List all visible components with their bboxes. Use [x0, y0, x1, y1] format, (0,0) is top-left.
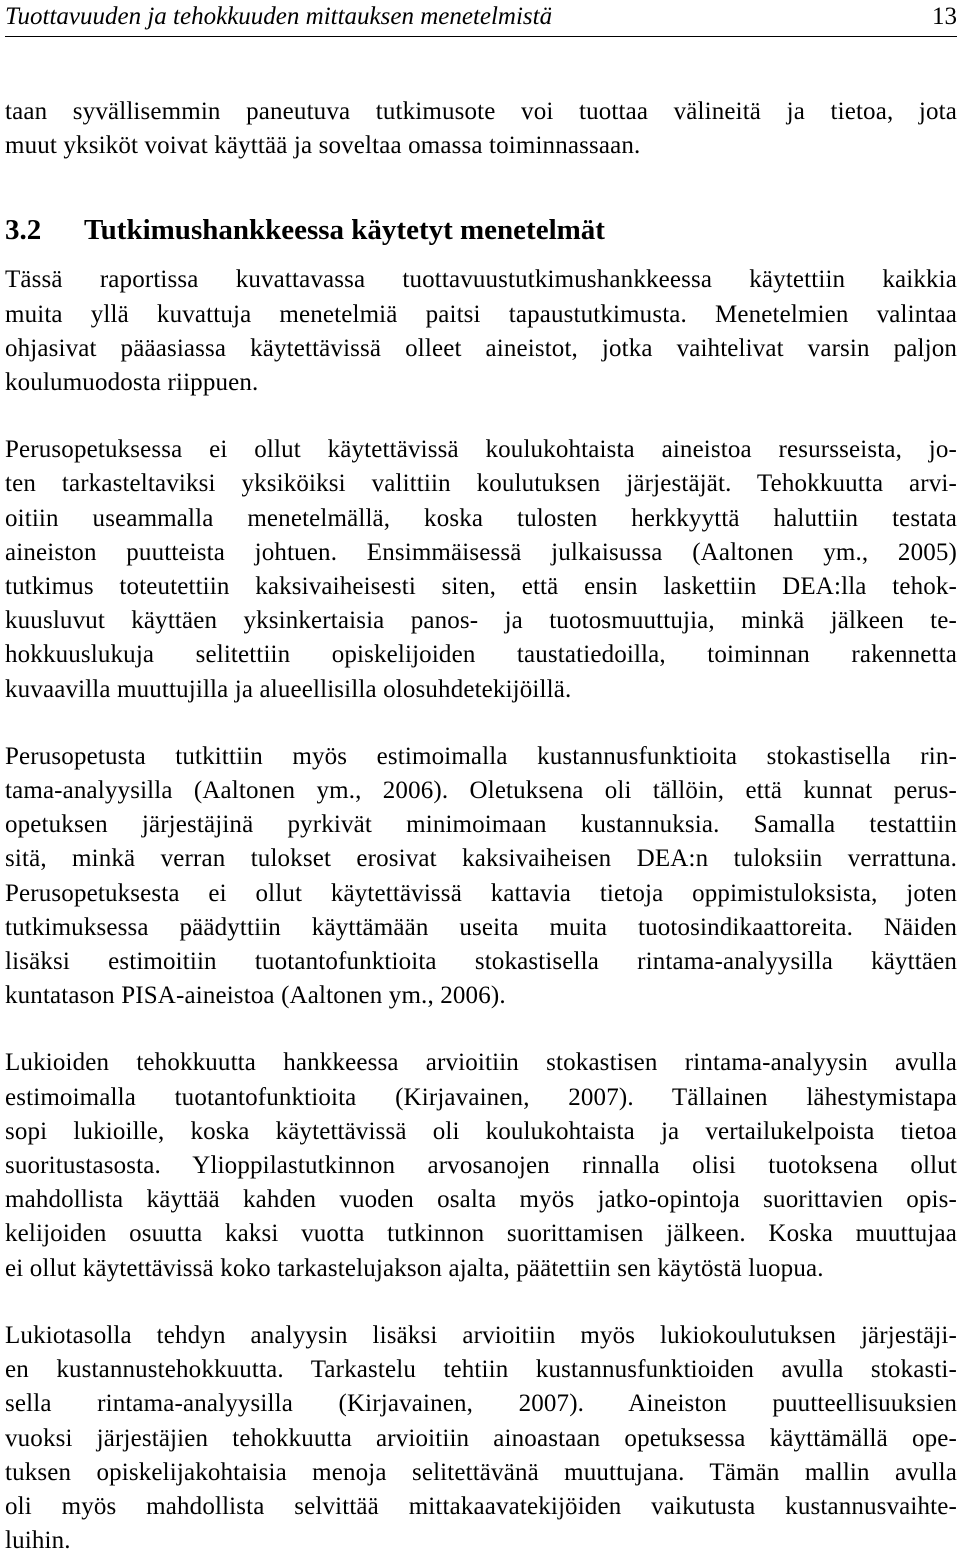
running-header: [5, 0, 957, 37]
text-line: oli myös mahdollista selvittää mittakaavatekijöiden vaikutusta kustannusvaihte-: [5, 1492, 957, 1520]
text-line: ohjasivat pääasiassa käytettävissä olleet aineistot, jotka vaihtelivat varsin paljon: [5, 334, 957, 362]
text-line: vuoksi järjestäjien tehokkuutta arvioitiin ainoastaan opetuksessa käyttämällä ope-: [5, 1424, 957, 1452]
document-page: [5, 0, 957, 1558]
text-line: ei ollut käytettävissä koko tarkastelujakson ajalta, päätettiin sen käytöstä luopua.: [5, 1254, 824, 1282]
section-heading: [5, 213, 957, 247]
text-line: suoritustasosta. Ylioppilastutkinnon arvosanojen rinnalla olisi tuotoksena ollut: [5, 1152, 957, 1180]
body-paragraph: [5, 1046, 957, 1285]
text-line: sitä, minkä verran tulokset erosivat kaksivaiheisen DEA:n tuloksiin verrattuna.: [5, 845, 957, 873]
text-line: koulumuodosta riippuen.: [5, 369, 259, 397]
header-title: Tuottavuuden ja tehokkuuden mittauksen menetelmistä: [5, 3, 553, 30]
text-line: kelijoiden osuutta kaksi vuotta tutkinnon suorittamisen jälkeen. Koska muuttujaa: [5, 1220, 957, 1248]
text-line: tuksen opiskelijakohtaisia menoja selitettävänä muuttujana. Tämän mallin avulla: [5, 1458, 957, 1486]
text-line: Lukiotasolla tehdyn analyysin lisäksi arvioitiin myös lukiokoulutuksen järjestäji-: [5, 1321, 957, 1349]
text-line: Perusopetusta tutkittiin myös estimoimalla kustannusfunktioita stokastisella rin-: [5, 742, 957, 770]
text-line: oitiin useammalla menetelmällä, koska tulosten herkkyyttä haluttiin testata: [5, 504, 957, 532]
text-line: lisäksi estimoitiin tuotantofunktioita stokastisella rintama-analyysilla käyttäen: [5, 948, 957, 976]
text-line: estimoimalla tuotantofunktioita (Kirjavainen, 2007). Tällainen lähestymistapa: [5, 1083, 957, 1111]
text-line: Perusopetuksessa ei ollut käytettävissä koulukohtaista aineistoa resursseista, jo-: [5, 436, 957, 464]
text-line: Tässä raportissa kuvattavassa tuottavuustutkimushankkeessa käytettiin kaikkia: [5, 266, 957, 294]
text-line: muut yksiköt voivat käyttää ja soveltaa omassa toiminnassaan.: [5, 132, 641, 160]
section-number: 3.2: [5, 214, 42, 247]
page-number: 13: [932, 3, 957, 30]
text-line: tutkimus toteutettiin kaksivaiheisesti siten, että ensin laskettiin DEA:lla tehok-: [5, 573, 957, 601]
text-line: muita yllä kuvattuja menetelmiä paitsi tapaustutkimusta. Menetelmien valintaa: [5, 300, 957, 328]
body-paragraph: [5, 1319, 957, 1558]
text-line: Lukioiden tehokkuutta hankkeessa arvioitiin stokastisen rintama-analyysin avulla: [5, 1049, 957, 1077]
text-line: luihin.: [5, 1527, 71, 1555]
intro-paragraph: [5, 95, 957, 163]
text-line: opetuksen järjestäjinä pyrkivät minimoimaan kustannuksia. Samalla testattiin: [5, 811, 957, 839]
text-line: kuvaavilla muuttujilla ja alueellisilla olosuhdetekijöillä.: [5, 675, 572, 703]
section-title: Tutkimushankkeessa käytetyt menetelmät: [84, 214, 605, 247]
text-line: sopi lukioille, koska käytettävissä oli koulukohtaista ja vertailukelpoista tietoa: [5, 1117, 957, 1145]
text-line: tutkimuksessa päädyttiin käyttämään useita muita tuotosindikaattoreita. Näiden: [5, 913, 957, 941]
body-paragraph: [5, 433, 957, 707]
text-line: kuntatason PISA-aineistoa (Aaltonen ym., 2006).: [5, 982, 506, 1010]
body-paragraph: [5, 740, 957, 1014]
body-paragraph: [5, 263, 957, 400]
text-line: sella rintama-analyysilla (Kirjavainen, 2007). Aineiston puutteellisuuksien: [5, 1390, 957, 1418]
text-line: Perusopetuksesta ei ollut käytettävissä kattavia tietoja oppimistuloksista, joten: [5, 879, 957, 907]
text-line: kuusluvut käyttäen yksinkertaisia panos- ja tuotosmuuttujia, minkä jälkeen te-: [5, 607, 957, 635]
text-line: en kustannustehokkuutta. Tarkastelu tehtiin kustannusfunktioiden avulla stokasti-: [5, 1356, 957, 1384]
text-line: mahdollista käyttää kahden vuoden osalta myös jatko-opintoja suorittavien opis-: [5, 1186, 957, 1214]
text-line: hokkuuslukuja selitettiin opiskelijoiden taustatiedoilla, toiminnan rakennetta: [5, 641, 957, 669]
text-line: aineiston puutteista johtuen. Ensimmäisessä julkaisussa (Aaltonen ym., 2005): [5, 538, 957, 566]
text-line: tama-analyysilla (Aaltonen ym., 2006). Oletuksena oli tällöin, että kunnat perus-: [5, 777, 957, 805]
text-line: taan syvällisemmin paneutuva tutkimusote voi tuottaa välineitä ja tietoa, jota: [5, 98, 957, 125]
text-line: ten tarkasteltaviksi yksiköiksi valittiin koulutuksen järjestäjät. Tehokkuutta arvi-: [5, 470, 957, 498]
